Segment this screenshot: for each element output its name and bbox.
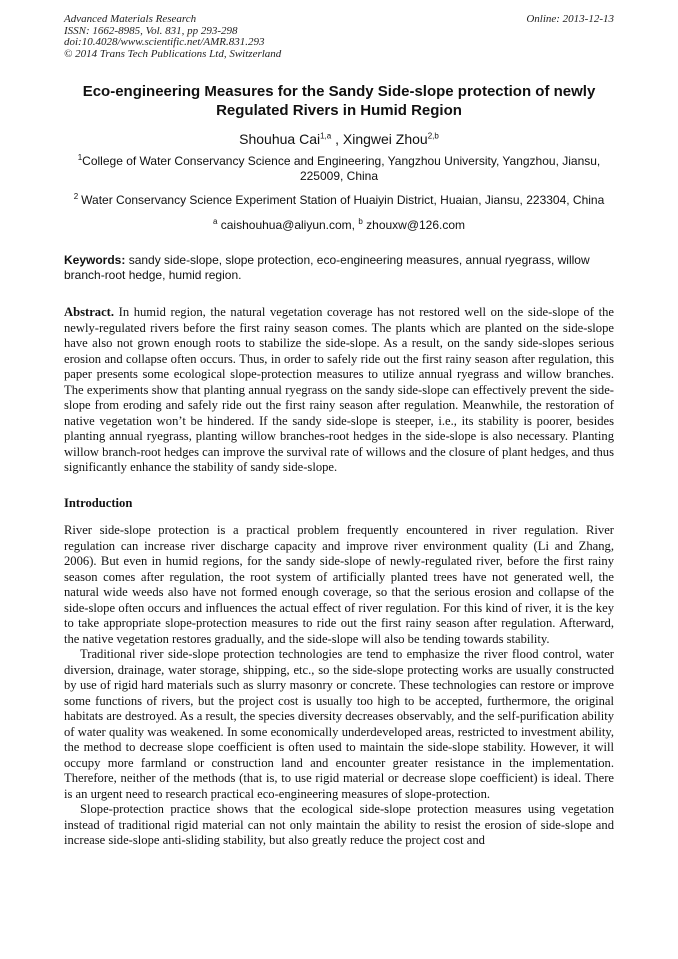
paragraph: River side-slope protection is a practical problem frequently encountered in river regulation. River regulation can increase river discharge capacity and improve river environment quality (Li and Zhang, 2006). But even in humid regions, for the sandy side-slope of newly-regulated river, before the first rainy season comes after regulation, the root system of artificially planted trees have not generated well, the natural wide weeds also have not formed enough coverage, so that the serious erosion and collapse of the side-slope often occurs and influences the actual effect of river regulation. For this kind of river, it is the key to take appropriate slope-protection measures to ride out the first rainy season after regulation. Afterward, the native vegetation restores gradually, and the side-slope will also be tending towards stability.: [64, 523, 614, 646]
author-separator: ,: [331, 131, 343, 148]
paragraph: Slope-protection practice shows that the ecological side-slope protection measures using vegetation instead of traditional rigid material can not only maintain the ability to resist the erosion of side-slope and increase side-slope anti-sliding stability, but also greatly reduce the project cost and: [64, 802, 614, 848]
introduction-body: [64, 523, 614, 849]
email-address[interactable]: caishouhua@aliyun.com: [220, 218, 352, 233]
abstract-block: [64, 305, 618, 476]
affiliation-text: Water Conservancy Science Experiment Station of Huaiyin District, Huaian, Jiansu, 223304, China: [81, 193, 605, 208]
paper-title: Eco-engineering Measures for the Sandy Side-slope protection of newly Regulated Rivers in Humid Region: [82, 83, 596, 119]
email-line: [64, 218, 614, 233]
author-list: [64, 130, 614, 148]
author-name: Shouhua Cai: [239, 131, 321, 148]
keywords-label: Keywords:: [64, 253, 126, 268]
abstract-label: Abstract.: [64, 305, 115, 320]
author-superscript: 2,b: [427, 131, 439, 141]
keywords-text: sandy side-slope, slope protection, eco-engineering measures, annual ryegrass, willow branch-root hedge, humid region.: [64, 253, 593, 283]
journal-header: [64, 14, 614, 60]
abstract-text: In humid region, the natural vegetation coverage has not restored well on the side-slope of the newly-regulated rivers before the first rainy season comes. The plants which are planted on the side-slope have also not grown enough roots to stabilize the side-slope. As a result, on the sandy side-slopes serious erosion and collapse often occurs. Thus, in order to safely ride out the first rainy season after regulation, this paper presents some ecological slope-protection measures to utilize annual ryegrass and willow branches. The experiments show that planting annual ryegrass on the sandy side-slope can effectively prevent the side-slope from eroding and safely ride out the first rainy season after regulation. Meanwhile, the restoration of native vegetation won’t be hindered. If the sandy side-slope is steeper, i.e., its stability is poorer, besides planting annual ryegrass, planting willow branches-root hedges in the side-slope is also necessary. Planting willow branch-root hedges can improve the survival rate of willows and the closure of plant hedges, and thus significantly enhance the stability of sandy side-slope.: [64, 305, 618, 475]
doi-line: doi:10.4028/www.scientific.net/AMR.831.293: [64, 36, 265, 49]
author-superscript: 1,a: [320, 131, 332, 141]
paper-page: [64, 13, 618, 849]
keywords-block: [64, 253, 614, 283]
affiliation-2: [64, 193, 614, 208]
affiliation-1: [64, 154, 614, 184]
affiliation-number: 1: [77, 153, 83, 163]
author-name: Xingwei Zhou: [342, 131, 428, 148]
online-date: Online: 2013-12-13: [526, 13, 614, 25]
email-superscript: b: [358, 217, 363, 227]
affiliation-text: College of Water Conservancy Science and Engineering, Yangzhou University, Yangzhou, Jiansu, 225009, China: [82, 154, 601, 184]
affiliation-number: 2: [73, 192, 79, 202]
section-heading-introduction: Introduction: [64, 495, 133, 510]
email-address[interactable]: zhouxw@126.com: [366, 218, 466, 233]
copyright-line: © 2014 Trans Tech Publications Ltd, Switzerland: [64, 47, 282, 60]
email-superscript: a: [212, 217, 218, 227]
journal-name: Advanced Materials Research: [64, 13, 197, 25]
issn-line: ISSN: 1662-8985, Vol. 831, pp 293-298: [64, 24, 238, 37]
email-separator: ,: [351, 218, 359, 233]
paragraph: Traditional river side-slope protection technologies are tend to emphasize the river flood control, water diversion, drainage, water storage, shipping, etc., so the side-slope protecting works are usually constructed by use of rigid hard materials such as slurry masonry or concrete. These technologies can restore or improve some functions of rivers, but the project cost is usually too high to be accepted, furthermore, the original habitats are destroyed. As a result, the species diversity decreases observably, and the self-purification ability of water quality was weakened. In some economically underdeveloped areas, restricted to investment ability, the method to decrease slope coefficient is often used to maintain the side-slope stability. However, it will occupy more farmland or construction land and encounter greater resistance in the implementation. Therefore, neither of the methods (that is, to use rigid material or decrease slope coefficient) is ideal. There is an urgent need to research practical eco-engineering measures of slope-protection.: [64, 647, 614, 801]
